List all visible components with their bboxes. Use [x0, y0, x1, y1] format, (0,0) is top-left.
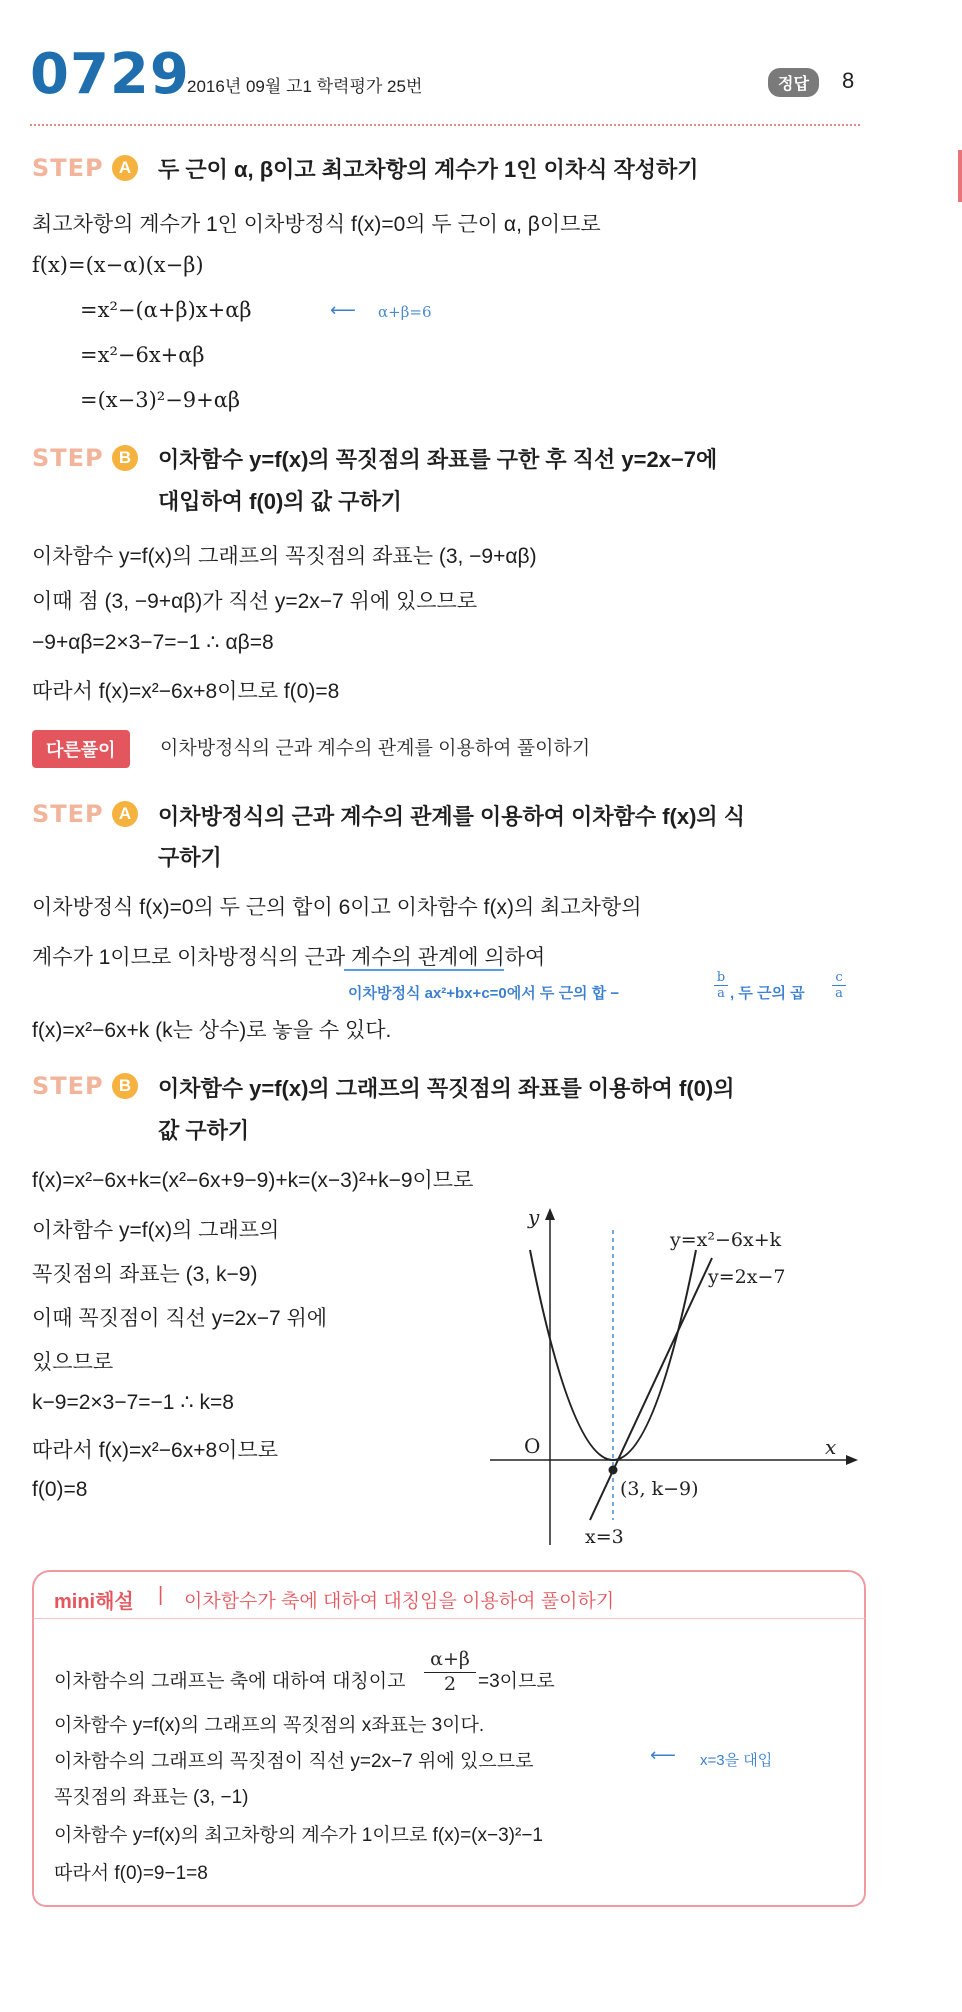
alt-step-b-line6: k−9=2×3−7=−1 ∴ k=8 [32, 1391, 234, 1414]
alt-step-b-title-2: 값 구하기 [158, 1118, 250, 1143]
mini-line3-note: x=3을 대입 [700, 1752, 773, 1769]
step-a-eq3: =x²−6x+αβ [80, 343, 205, 367]
note-frac2-num: c [835, 970, 843, 985]
y-axis-label: y [528, 1205, 540, 1229]
mini-title: 이차함수가 축에 대하여 대칭임을 이용하여 풀이하기 [184, 1591, 615, 1612]
note-frac1-den: a [714, 985, 728, 1001]
alt-step-a-circle: A [112, 801, 138, 827]
step-b-line3: −9+αβ=2×3−7=−1 ∴ αβ=8 [32, 631, 274, 654]
mini-fraction [424, 1648, 476, 1695]
alt-step-a-note-prefix: 이차방정식 ax²+bx+c=0에서 두 근의 합 − [348, 985, 620, 1002]
alt-step-a-line3: f(x)=x²−6x+k (k는 상수)로 놓을 수 있다. [32, 1019, 392, 1042]
mini-line3: 이차함수의 그래프의 꼭짓점이 직선 y=2x−7 위에 있으므로 [54, 1751, 534, 1772]
graph-figure [480, 1200, 860, 1560]
alt-step-b-line8: f(0)=8 [32, 1478, 88, 1501]
note-arrow-icon: ⟵ [330, 300, 356, 320]
note-frac2 [832, 970, 846, 1001]
relation-underline [344, 969, 504, 971]
problem-number: 0729 [30, 42, 190, 107]
vertex-point [609, 1466, 618, 1475]
step-a-eq4: =(x−3)²−9+αβ [80, 388, 241, 412]
alt-step-a-line1: 이차방정식 f(x)=0의 두 근의 합이 6이고 이차함수 f(x)의 최고차항의 [32, 896, 642, 919]
mini-line5: 이차함수 y=f(x)의 최고차항의 계수가 1이므로 f(x)=(x−3)²−1 [54, 1825, 543, 1846]
step-b-line4: 따라서 f(x)=x²−6x+8이므로 f(0)=8 [32, 680, 340, 703]
mini-line6: 따라서 f(0)=9−1=8 [54, 1863, 208, 1884]
mini-frac-den: 2 [424, 1672, 476, 1695]
alt-step-a-line2: 계수가 1이므로 이차방정식의 근과 계수의 관계에 의하여 [32, 946, 546, 969]
note-frac2-den: a [832, 985, 846, 1001]
symmetry-axis-label: x=3 [585, 1526, 624, 1548]
vertex-label: (3, k−9) [620, 1478, 699, 1500]
page-edge-marker [958, 150, 962, 202]
step-b-title-1: 이차함수 y=f(x)의 꼭짓점의 좌표를 구한 후 직선 y=2x−7에 [158, 447, 718, 472]
mini-line2: 이차함수 y=f(x)의 그래프의 꼭짓점의 x좌표는 3이다. [54, 1715, 485, 1736]
step-a-title: 두 근이 α, β이고 최고차항의 계수가 1인 이차식 작성하기 [158, 157, 699, 182]
step-a-line1: 최고차항의 계수가 1인 이차방정식 f(x)=0의 두 근이 α, β이므로 [32, 213, 601, 236]
parabola-label: y=x²−6x+k [670, 1229, 782, 1251]
problem-source: 2016년 09월 고1 학력평가 25번 [187, 77, 423, 96]
mini-note-arrow-icon: ⟵ [650, 1745, 676, 1765]
y-axis-arrow-icon [545, 1208, 555, 1220]
alt-step-b-line2: 이차함수 y=f(x)의 그래프의 [32, 1219, 280, 1242]
alt-step-b-line7: 따라서 f(x)=x²−6x+8이므로 [32, 1439, 279, 1462]
alt-step-b-line4: 이때 꼭짓점이 직선 y=2x−7 위에 [32, 1307, 328, 1330]
alt-step-a-title-1: 이차방정식의 근과 계수의 관계를 이용하여 이차함수 f(x)의 식 [158, 804, 746, 829]
answer-badge: 정답 [768, 68, 819, 97]
alt-step-b-circle: B [112, 1073, 138, 1099]
step-b-tag: STEP [32, 444, 104, 472]
x-axis-arrow-icon [846, 1455, 858, 1465]
origin-label: O [524, 1434, 541, 1458]
alt-step-b-line3: 꼭짓점의 좌표는 (3, k−9) [32, 1263, 258, 1286]
step-b-circle: B [112, 445, 138, 471]
alt-step-b-title-1: 이차함수 y=f(x)의 그래프의 꼭짓점의 좌표를 이용하여 f(0)의 [158, 1076, 735, 1101]
note-frac1 [714, 970, 728, 1001]
mini-frac-num: α+β [430, 1648, 470, 1670]
mini-line4: 꼭짓점의 좌표는 (3, −1) [54, 1787, 249, 1808]
mini-line1-post: =3이므로 [478, 1671, 555, 1692]
alt-step-b-line1: f(x)=x²−6x+k=(x²−6x+9−9)+k=(x−3)²+k−9이므로 [32, 1169, 474, 1192]
alt-step-a-note-mid: , 두 근의 곱 [730, 985, 805, 1002]
note-frac1-num: b [716, 970, 726, 985]
step-b-line2: 이때 점 (3, −9+αβ)가 직선 y=2x−7 위에 있으므로 [32, 590, 478, 613]
mini-line1-pre: 이차함수의 그래프는 축에 대하여 대칭이고 [54, 1671, 406, 1692]
step-b-title-2: 대입하여 f(0)의 값 구하기 [158, 489, 402, 514]
mini-separator: | [158, 1584, 164, 1606]
step-a-eq1: f(x)=(x−α)(x−β) [32, 253, 204, 277]
mini-label: mini해설 [54, 1591, 134, 1613]
line-label: y=2x−7 [708, 1266, 786, 1288]
x-axis-label: x [825, 1435, 837, 1459]
alt-step-a-title-2: 구하기 [158, 845, 222, 870]
step-a-tag: STEP [32, 154, 104, 182]
step-a-eq2: =x²−(α+β)x+αβ [80, 298, 252, 322]
header-divider [30, 124, 860, 126]
alt-step-a-tag: STEP [32, 800, 104, 828]
alt-solution-title: 이차방정식의 근과 계수의 관계를 이용하여 풀이하기 [160, 738, 591, 759]
alt-step-b-line5: 있으므로 [32, 1351, 114, 1374]
step-a-eq2-note: α+β=6 [378, 303, 432, 321]
alt-solution-badge: 다른풀이 [32, 730, 130, 768]
alt-step-b-tag: STEP [32, 1072, 104, 1100]
answer-value: 8 [842, 68, 855, 93]
step-a-circle: A [112, 155, 138, 181]
step-b-line1: 이차함수 y=f(x)의 그래프의 꼭짓점의 좌표는 (3, −9+αβ) [32, 545, 537, 568]
